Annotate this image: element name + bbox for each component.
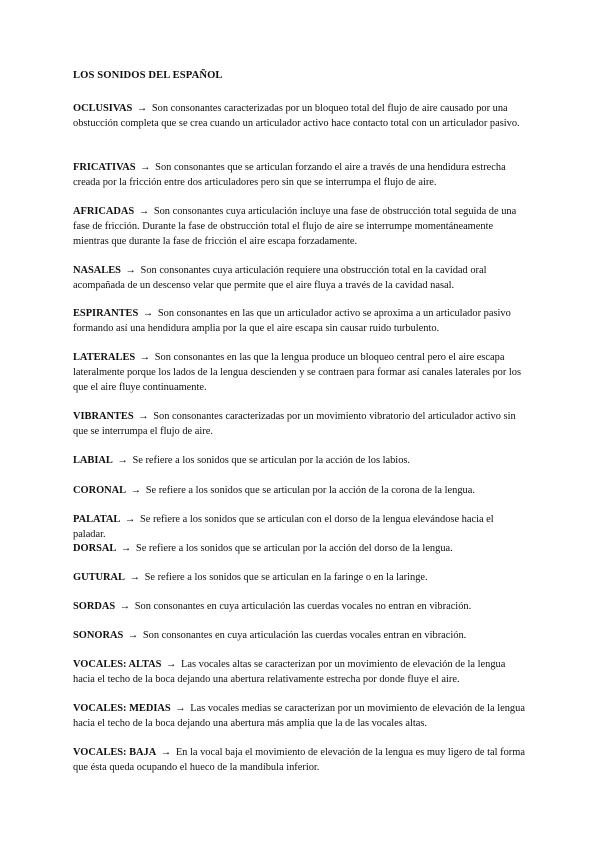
entry-definition: Son consonantes en cuya articulación las cuerdas vocales entran en vibración. <box>142 630 467 641</box>
entry-term: VOCALES: BAJA <box>73 747 157 758</box>
entry-palatal <box>73 512 525 542</box>
entry-gutural <box>73 570 525 585</box>
entry-term: OCLUSIVAS <box>73 103 133 114</box>
entry-term: PALATAL <box>73 514 121 525</box>
entry-labial <box>73 453 525 468</box>
entry-sordas <box>73 599 525 614</box>
entry-definition: Son consonantes caracterizadas por un bloqueo total del flujo de aire causado por una obstucción completa que se crea cuando un articulador activo hace contacto total con un articulador pasivo. <box>73 103 520 129</box>
entry-vocales-altas <box>73 657 525 687</box>
entry-coronal <box>73 483 525 498</box>
arrow-icon: → <box>120 543 132 554</box>
entry-definition: Las vocales altas se caracterizan por un movimiento de elevación de la lengua hacia el techo de la boca dejando una abertura relativamente estrecha por donde fluye el aire. <box>73 659 506 685</box>
entry-term: ESPIRANTES <box>73 308 139 319</box>
entry-term: VOCALES: ALTAS <box>73 659 162 670</box>
entry-sonoras <box>73 628 525 643</box>
entry-term: FRICATIVAS <box>73 162 136 173</box>
entry-fricativas <box>73 160 525 190</box>
entry-definition: Son consonantes caracterizadas por un movimiento vibratorio del articulador activo sin que se interrumpa el flujo de aire. <box>73 411 516 437</box>
entry-term: SORDAS <box>73 601 116 612</box>
entry-term: GUTURAL <box>73 572 125 583</box>
entry-vibrantes <box>73 409 525 439</box>
arrow-icon: → <box>136 103 148 114</box>
entry-term: LATERALES <box>73 352 136 363</box>
entry-term: AFRICADAS <box>73 206 135 217</box>
arrow-icon: → <box>127 630 139 641</box>
entry-term: NASALES <box>73 265 121 276</box>
entry-definition: Se refiere a los sonidos que se articulan en la faringe o en la laringe. <box>144 572 428 583</box>
entry-definition: Son consonantes en las que un articulador activo se aproxima a un articulador pasivo formando así una hendidura amplia por la que el aire escapa sin causar ruido turbulento. <box>73 308 511 334</box>
arrow-icon: → <box>142 308 154 319</box>
arrow-icon: → <box>138 411 149 422</box>
arrow-icon: → <box>125 265 136 276</box>
arrow-icon: → <box>139 352 151 363</box>
entry-definition: Se refiere a los sonidos que se articulan por la acción de la corona de la lengua. <box>145 485 475 496</box>
entry-definition: Se refiere a los sonidos que se articulan por la acción del dorso de la lengua. <box>135 543 453 554</box>
entry-term: SONORAS <box>73 630 124 641</box>
entry-definition: Se refiere a los sonidos que se articulan por la acción de los labios. <box>132 455 411 466</box>
entry-definition: Las vocales medias se caracterizan por un movimiento de elevación de la lengua hacia el techo de la boca dejando una abertura más amplia que la de las vocales altas. <box>73 703 525 729</box>
entry-dorsal <box>73 541 525 556</box>
entry-nasales <box>73 263 525 293</box>
entry-definition: Son consonantes cuya articulación requiere una obstrucción total en la cavidad oral acompañada de un descenso velar que permite que el aire fluya a través de la cavidad nasal. <box>73 265 487 291</box>
entry-definition: Son consonantes en cuya articulación las cuerdas vocales no entran en vibración. <box>134 601 472 612</box>
entry-term: VIBRANTES <box>73 411 134 422</box>
entry-term: DORSAL <box>73 543 117 554</box>
page-title: LOS SONIDOS DEL ESPAÑOL <box>73 70 223 81</box>
arrow-icon: → <box>117 455 128 466</box>
entry-espirantes <box>73 306 525 336</box>
entry-vocales-medias <box>73 701 525 731</box>
arrow-icon: → <box>138 206 150 217</box>
arrow-icon: → <box>129 572 140 583</box>
arrow-icon: → <box>140 162 151 173</box>
entry-term: CORONAL <box>73 485 127 496</box>
arrow-icon: → <box>175 703 186 714</box>
entry-oclusivas <box>73 101 525 131</box>
entry-term: VOCALES: MEDIAS <box>73 703 171 714</box>
entry-definition: Son consonantes cuya articulación incluye una fase de obstrucción total seguida de una fase de fricción. Durante la fase de obstrucción total el flujo de aire se interrumpe momentáneamente mientras que durante la fase de fricción el aire escapa forzadamente. <box>73 206 517 247</box>
entry-term: LABIAL <box>73 455 113 466</box>
entry-definition: Se refiere a los sonidos que se articulan con el dorso de la lengua elevándose hacia el paladar. <box>73 514 494 540</box>
arrow-icon: → <box>130 485 142 496</box>
entry-vocales-baja <box>73 745 525 775</box>
entry-definition: Son consonantes en las que la lengua produce un bloqueo central pero el aire escapa lateralmente porque los lados de la lengua descienden y se contraen para formar así canales laterales por los que el aire fluye continuamente. <box>73 352 522 393</box>
arrow-icon: → <box>166 659 177 670</box>
arrow-icon: → <box>119 601 131 612</box>
entry-definition: Son consonantes que se articulan forzando el aire a través de una hendidura estrecha creada por la fricción entre dos articuladores pero sin que se interrumpa el flujo de aire. <box>73 162 506 188</box>
entry-africadas <box>73 204 525 249</box>
entry-laterales <box>73 350 525 395</box>
arrow-icon: → <box>124 514 136 525</box>
arrow-icon: → <box>160 747 172 758</box>
entry-definition: En la vocal baja el movimiento de elevación de la lengua es muy ligero de tal forma que ésta queda ocupando el hueco de la mandíbula inferior. <box>73 747 525 773</box>
